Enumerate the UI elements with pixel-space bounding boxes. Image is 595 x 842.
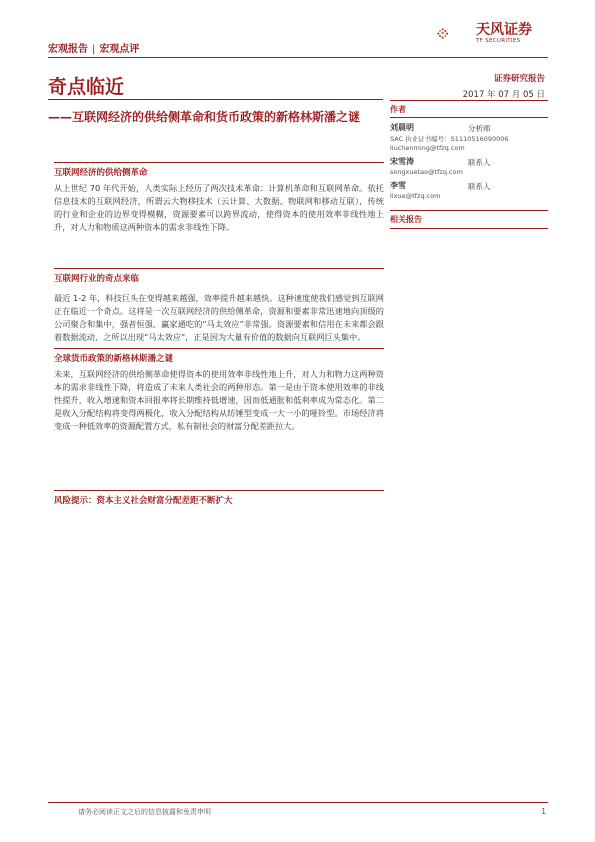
- section-body: 最近 1-2 年，科技巨头在变得越来越强，效率提升越来越快。这种速度使我们感觉到互联网正在临近一个奇点。这将是一次互联网经济的供给侧革命，资源和要素非常迅速地向顶级的公司聚合和集中，强者恒强、赢家通吃的“马太效应”非常强。资源要素和信用在未来都会跟着数据流动，之所以出现“马太效应”，正是因为大量有价值的数据向互联网巨头集中。: [54, 293, 384, 342]
- section-heading: 全球货币政策的新格林斯潘之谜: [54, 354, 174, 364]
- date-divider: [390, 100, 548, 101]
- page-number: 1: [541, 807, 546, 816]
- logo-dot: [442, 32, 444, 34]
- nav-separator: |: [92, 44, 96, 55]
- section-divider: [54, 490, 384, 491]
- title-divider: [48, 99, 383, 100]
- report-type-label: 证券研究报告: [493, 74, 545, 84]
- author-name: 李雪: [390, 181, 406, 190]
- logo-name-cn: 天风证券: [476, 22, 532, 38]
- section-body: 从上世纪 70 年代开始，人类实际上经历了两次技术革命：计算机革命和互联网革命。依托信息技术的互联网经济，所谓云大物移技术（云计算、大数据、物联网和移动互联），传统的行业和企业的边界变得模糊，资源要素可以跨界流动，使得资本的使用效率非线性地上升，对人力和物质这两种资本的需求非线性下降。: [54, 183, 384, 232]
- author-name: 宋雪涛: [390, 157, 414, 166]
- section-divider: [54, 268, 384, 269]
- section-divider: [54, 348, 384, 349]
- section-divider: [54, 162, 384, 163]
- page-title: 奇点临近: [48, 76, 125, 98]
- related-reports-heading: 相关报告: [390, 215, 422, 224]
- author-email[interactable]: liuchenming@tfzq.com: [390, 144, 465, 152]
- report-category-nav: [48, 40, 139, 55]
- sidebar-divider: [390, 117, 548, 118]
- logo-name-en: TF SECURITIES: [476, 38, 521, 44]
- logo-dot: [439, 35, 441, 37]
- author-cert: SAC 执业证书编号：S1110516090006: [390, 135, 509, 143]
- header-divider: [48, 57, 548, 58]
- tf-securities-logo-icon: [436, 14, 476, 54]
- risk-warning: 风险提示：资本主义社会财富分配差距不断扩大: [54, 496, 233, 506]
- report-date: 2017 年 07 月 05 日: [462, 90, 545, 100]
- nav-item-macro-comment: 宏观点评: [99, 44, 140, 55]
- footer-disclaimer: 请务必阅读正文之后的信息披露和免责申明: [78, 808, 211, 816]
- sidebar-divider: [390, 210, 548, 211]
- logo-dot: [444, 35, 446, 37]
- logo-dot: [446, 33, 448, 35]
- logo-dot: [442, 37, 444, 39]
- logo-dot: [442, 28, 444, 30]
- authors-heading: 作者: [390, 105, 406, 114]
- author-role: 联系人: [468, 158, 491, 167]
- footer-divider: [48, 802, 548, 803]
- section-heading: 互联网行业的奇点来临: [54, 274, 140, 284]
- author-role: 联系人: [468, 182, 491, 191]
- author-name: 刘晨明: [390, 123, 414, 132]
- page-subtitle: ——互联网经济的供给侧革命和货币政策的新格林斯潘之谜: [48, 110, 361, 124]
- logo-dot: [439, 30, 441, 32]
- author-email[interactable]: songxuetao@tfzq.com: [390, 168, 463, 176]
- logo-dot: [437, 33, 439, 35]
- sidebar-divider: [390, 228, 548, 229]
- section-heading: 互联网经济的供给侧革命: [54, 168, 148, 178]
- author-email[interactable]: lixue@tfzq.com: [390, 192, 441, 200]
- nav-item-macro-report: 宏观报告: [48, 44, 88, 55]
- author-role: 分析师: [468, 124, 491, 133]
- section-body: 未来，互联网经济的供给侧革命使得资本的使用效率非线性地上升，对人力和物力这两种资本的需求非线性下降，将造成了未来人类社会的两种形态。第一是由于资本使用效率的非线性提升，收入增速和资本回报率将长期维持低增速，因而低通胀和低利率成为常态化。第二是收入分配结构将变得两极化，收入分配结构从纺锤型变成一大一小的哑铃型。市场经济将变成一种低效率的资源配置方式，私有制社会的财富分配差距拉大。: [54, 369, 384, 431]
- logo-dot: [444, 30, 446, 32]
